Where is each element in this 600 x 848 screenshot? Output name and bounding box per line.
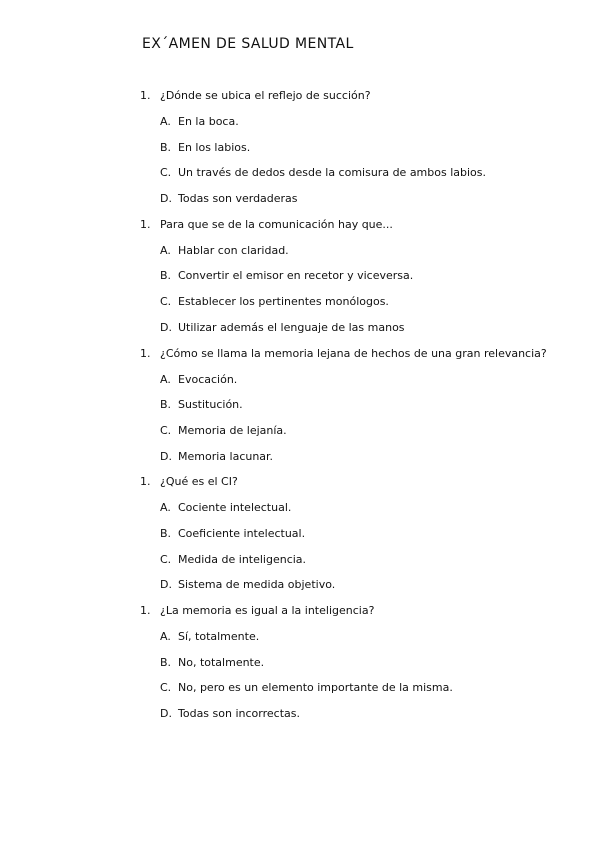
question-number: 1. xyxy=(140,475,151,489)
question-line xyxy=(140,602,580,628)
question-text: ¿La memoria es igual a la inteligencia? xyxy=(160,604,375,617)
answer-text: Cociente intelectual. xyxy=(178,501,292,515)
answer-list xyxy=(140,371,580,474)
question-list xyxy=(140,87,580,731)
question-line xyxy=(140,473,580,499)
answer-letter: C. xyxy=(160,423,172,437)
answer-text: Memoria de lejanía. xyxy=(178,423,287,437)
question-text: ¿Qué es el CI? xyxy=(160,475,238,489)
answer-option-b xyxy=(140,396,580,422)
answer-text: Establecer los pertinentes monólogos. xyxy=(178,295,389,309)
answer-letter: B. xyxy=(160,269,172,283)
answer-option-b xyxy=(140,525,580,551)
answer-letter: A. xyxy=(160,501,171,515)
answer-letter: A. xyxy=(160,115,171,128)
answer-option-b xyxy=(140,139,580,165)
answer-option-b xyxy=(140,654,580,680)
answer-text: Todas son incorrectas. xyxy=(178,707,300,721)
answer-letter: B. xyxy=(160,140,172,154)
question-4 xyxy=(140,473,580,602)
answer-list xyxy=(140,242,580,345)
answer-option-c xyxy=(140,422,580,448)
answer-text: Sustitución. xyxy=(178,398,243,412)
answer-text: Medida de inteligencia. xyxy=(178,552,307,566)
answer-text: No, totalmente. xyxy=(178,655,265,669)
answer-letter: D. xyxy=(160,449,172,463)
question-text: Para que se de la comunicación hay que... xyxy=(160,217,393,231)
question-2 xyxy=(140,216,580,345)
answer-option-c xyxy=(140,164,580,190)
answer-list xyxy=(140,628,580,731)
answer-letter: B. xyxy=(160,655,172,669)
question-number: 1. xyxy=(140,89,151,102)
question-1 xyxy=(140,87,580,216)
answer-list xyxy=(140,113,580,216)
question-number: 1. xyxy=(140,604,151,617)
answer-option-c xyxy=(140,679,580,705)
answer-letter: A. xyxy=(160,630,171,643)
answer-option-a xyxy=(140,628,580,654)
answer-letter: B. xyxy=(160,398,172,412)
answer-text: Coeficiente intelectual. xyxy=(178,526,306,540)
answer-letter: D. xyxy=(160,707,172,721)
answer-text: Sí, totalmente. xyxy=(178,630,260,643)
answer-text: En los labios. xyxy=(178,140,251,154)
answer-letter: C. xyxy=(160,166,172,180)
answer-letter: B. xyxy=(160,526,172,540)
answer-option-c xyxy=(140,551,580,577)
answer-letter: C. xyxy=(160,552,172,566)
answer-letter: D. xyxy=(160,320,172,334)
answer-text: Utilizar además el lenguaje de las manos xyxy=(178,320,405,334)
answer-option-d xyxy=(140,190,580,216)
answer-letter: A. xyxy=(160,372,171,386)
answer-option-d xyxy=(140,705,580,731)
answer-text: Sistema de medida objetivo. xyxy=(178,578,336,592)
question-3 xyxy=(140,345,580,474)
question-5 xyxy=(140,602,580,731)
answer-text: Un través de dedos desde la comisura de ambos labios. xyxy=(178,166,487,180)
answer-option-d xyxy=(140,448,580,474)
answer-text: En la boca. xyxy=(178,115,239,128)
answer-letter: D. xyxy=(160,578,172,592)
answer-option-d xyxy=(140,319,580,345)
answer-list xyxy=(140,499,580,602)
answer-option-d xyxy=(140,576,580,602)
answer-letter: C. xyxy=(160,681,172,695)
question-text: ¿Dónde se ubica el reflejo de succión? xyxy=(160,89,371,102)
question-line xyxy=(140,216,580,242)
question-number: 1. xyxy=(140,217,151,231)
answer-option-a xyxy=(140,113,580,139)
answer-text: No, pero es un elemento importante de la misma. xyxy=(178,681,453,695)
answer-option-c xyxy=(140,293,580,319)
answer-letter: C. xyxy=(160,295,172,309)
answer-option-a xyxy=(140,499,580,525)
answer-letter: D. xyxy=(160,192,172,206)
question-number: 1. xyxy=(140,346,151,360)
answer-text: Todas son verdaderas xyxy=(178,192,298,206)
answer-text: Evocación. xyxy=(178,372,238,386)
question-line xyxy=(140,87,580,113)
question-line xyxy=(140,345,580,371)
page-title: EX´AMEN DE SALUD MENTAL xyxy=(142,36,354,52)
answer-text: Hablar con claridad. xyxy=(178,243,289,257)
question-text: ¿Cómo se llama la memoria lejana de hechos de una gran relevancia? xyxy=(160,346,547,360)
answer-text: Convertir el emisor en recetor y viceversa. xyxy=(178,269,414,283)
answer-option-a xyxy=(140,242,580,268)
answer-letter: A. xyxy=(160,243,171,257)
answer-text: Memoria lacunar. xyxy=(178,449,274,463)
answer-option-a xyxy=(140,371,580,397)
answer-option-b xyxy=(140,267,580,293)
